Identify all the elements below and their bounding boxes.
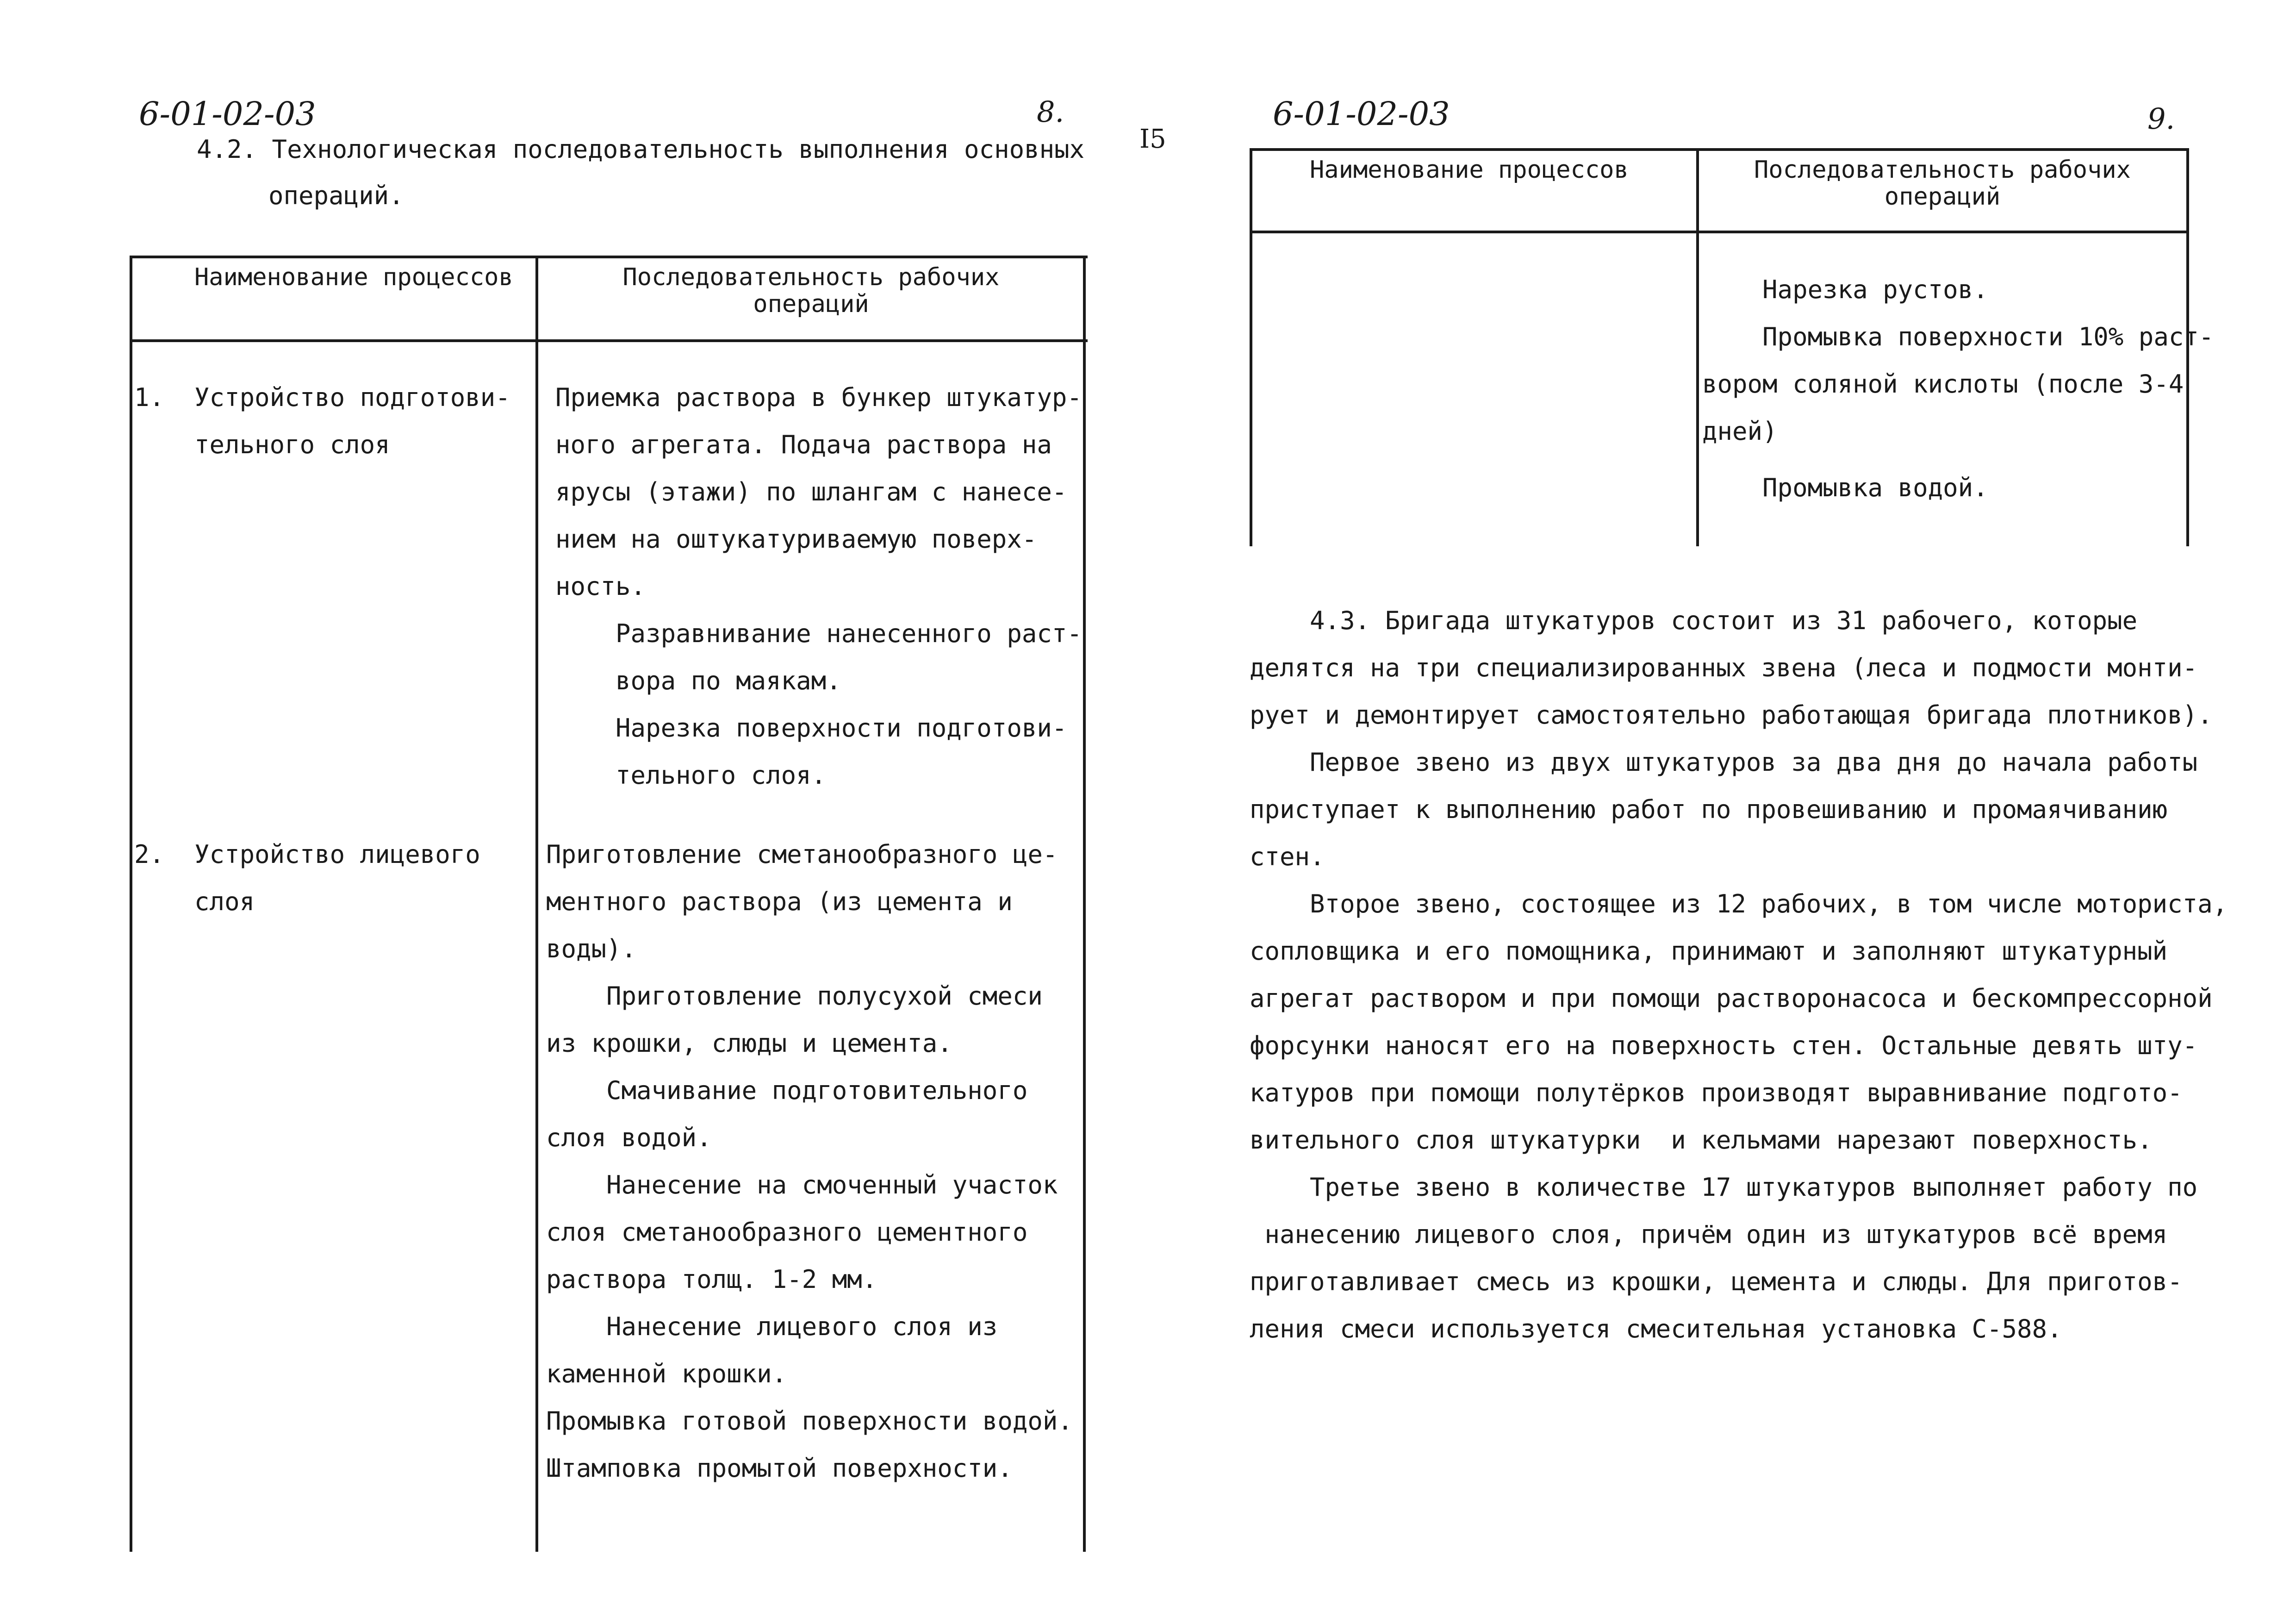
row1-op-line: Разравнивание нанесенного раст- bbox=[555, 619, 1082, 648]
left-table-divider bbox=[535, 256, 538, 1552]
row1-operations bbox=[555, 374, 1082, 799]
row2-op-line: Смачивание подготовительного bbox=[546, 1076, 1028, 1105]
row1-process-line-2: тельного слоя bbox=[134, 430, 390, 459]
body-line: Третье звено в количестве 17 штукатуров выполняет работу по bbox=[1250, 1173, 2198, 1202]
row1-op-line: ность. bbox=[555, 572, 646, 601]
left-col1-header: Наименование процессов bbox=[194, 263, 513, 291]
right-col2-header-line-2: операций bbox=[1884, 183, 2001, 211]
row2-op-line: слоя водой. bbox=[546, 1123, 712, 1152]
body-line: ления смеси используется смесительная установка С-588. bbox=[1250, 1314, 2062, 1343]
row2-op-line: Нанесение на смоченный участок bbox=[546, 1170, 1058, 1199]
left-page-number: 8. bbox=[1037, 95, 1064, 129]
row1-op-line: Нарезка поверхности подготови- bbox=[555, 713, 1067, 743]
right-op-line: Промывка водой. bbox=[1702, 473, 1988, 502]
row2-op-line: из крошки, слюды и цемента. bbox=[546, 1029, 952, 1058]
right-table-left-border bbox=[1250, 148, 1252, 546]
row2-op-line: Нанесение лицевого слоя из bbox=[546, 1312, 998, 1341]
center-page-number: I5 bbox=[1139, 124, 1166, 154]
left-table-right-border bbox=[1083, 256, 1086, 1552]
body-line: приготавливает смесь из крошки, цемента и слюды. Для приготов- bbox=[1250, 1267, 2183, 1296]
section-4-3-text bbox=[1250, 597, 2228, 1353]
left-table-top-border bbox=[130, 256, 1088, 258]
row2-op-line: ментного раствора (из цемента и bbox=[546, 887, 1013, 916]
row2-op-line: Приготовление полусухой смеси bbox=[546, 981, 1043, 1011]
left-table-header-border bbox=[130, 339, 1088, 342]
row2-op-line: воды). bbox=[546, 934, 637, 963]
right-table-top-border bbox=[1250, 148, 2189, 151]
body-line: стен. bbox=[1250, 842, 1325, 871]
body-line: Первое звено из двух штукатуров за два дня до начала работы bbox=[1250, 748, 2198, 777]
row1-op-line: тельного слоя. bbox=[555, 761, 827, 790]
row2-op-line: раствора толщ. 1-2 мм. bbox=[546, 1265, 877, 1294]
right-operations bbox=[1702, 266, 2214, 512]
right-op-line: дней) bbox=[1702, 417, 1778, 446]
body-line: вительного слоя штукатурки и кельмами нарезают поверхность. bbox=[1250, 1125, 2153, 1155]
section-heading-line-2: операций. bbox=[268, 181, 404, 210]
right-table-divider bbox=[1696, 148, 1699, 546]
row1-op-line: вора по маякам. bbox=[555, 666, 841, 695]
row1-op-line: ного агрегата. Подача раствора на bbox=[555, 430, 1052, 459]
body-line: 4.3. Бригада штукатуров состоит из 31 рабочего, которые bbox=[1250, 606, 2138, 635]
body-line: приступает к выполнению работ по провешиванию и промаячиванию bbox=[1250, 795, 2168, 824]
row2-operations bbox=[546, 831, 1073, 1492]
right-doc-code: 6-01-02-03 bbox=[1273, 95, 1450, 133]
right-op-line: вором соляной кислоты (после 3-4 bbox=[1702, 369, 2184, 399]
right-col2-header-line-1: Последовательность рабочих bbox=[1754, 156, 2131, 184]
left-table-left-border bbox=[130, 256, 132, 1552]
row1-op-line: нием на оштукатуриваемую поверх- bbox=[555, 525, 1037, 554]
body-line: нанесению лицевого слоя, причём один из штукатуров всё время bbox=[1250, 1220, 2168, 1249]
right-col1-header: Наименование процессов bbox=[1310, 156, 1629, 184]
row1-process-line-1: 1. Устройство подготови- bbox=[134, 383, 510, 412]
body-line: рует и демонтирует самостоятельно работающая бригада плотников). bbox=[1250, 700, 2213, 730]
row2-process-line-1: 2. Устройство лицевого bbox=[134, 840, 480, 869]
right-table-header-border bbox=[1250, 231, 2189, 233]
body-line: сопловщика и его помощника, принимают и заполняют штукатурный bbox=[1250, 937, 2168, 966]
row2-process-line-2: слоя bbox=[134, 887, 255, 916]
body-line: Второе звено, состоящее из 12 рабочих, в том числе моториста, bbox=[1250, 889, 2228, 918]
body-line: агрегат раствором и при помощи растворонасоса и бескомпрессорной bbox=[1250, 984, 2213, 1013]
body-line: делятся на три специализированных звена (леса и подмости монти- bbox=[1250, 653, 2198, 682]
right-op-line: Промывка поверхности 10% раст- bbox=[1702, 322, 2214, 351]
left-col2-header-line-2: операций bbox=[753, 290, 869, 318]
left-doc-code: 6-01-02-03 bbox=[139, 95, 316, 133]
row2-op-line: Приготовление сметанообразного це- bbox=[546, 840, 1058, 869]
row1-op-line: Приемка раствора в бункер штукатур- bbox=[555, 383, 1082, 412]
row2-op-line: каменной крошки. bbox=[546, 1359, 787, 1388]
left-col2-header-line-1: Последовательность рабочих bbox=[622, 263, 1000, 291]
row1-op-line: ярусы (этажи) по шлангам с нанесе- bbox=[555, 477, 1067, 506]
row2-op-line: слоя сметанообразного цементного bbox=[546, 1218, 1028, 1247]
right-page-number: 9. bbox=[2147, 102, 2175, 136]
row2-op-line: Штамповка промытой поверхности. bbox=[546, 1454, 1013, 1483]
row2-op-line: Промывка готовой поверхности водой. bbox=[546, 1406, 1073, 1436]
right-op-line: Нарезка рустов. bbox=[1702, 275, 1988, 304]
body-line: катуров при помощи полутёрков производят выравнивание подгото- bbox=[1250, 1078, 2183, 1107]
body-line: форсунки наносят его на поверхность стен. Остальные девять шту- bbox=[1250, 1031, 2198, 1060]
section-heading-line-1: 4.2. Технологическая последовательность выполнения основных bbox=[197, 135, 1085, 164]
